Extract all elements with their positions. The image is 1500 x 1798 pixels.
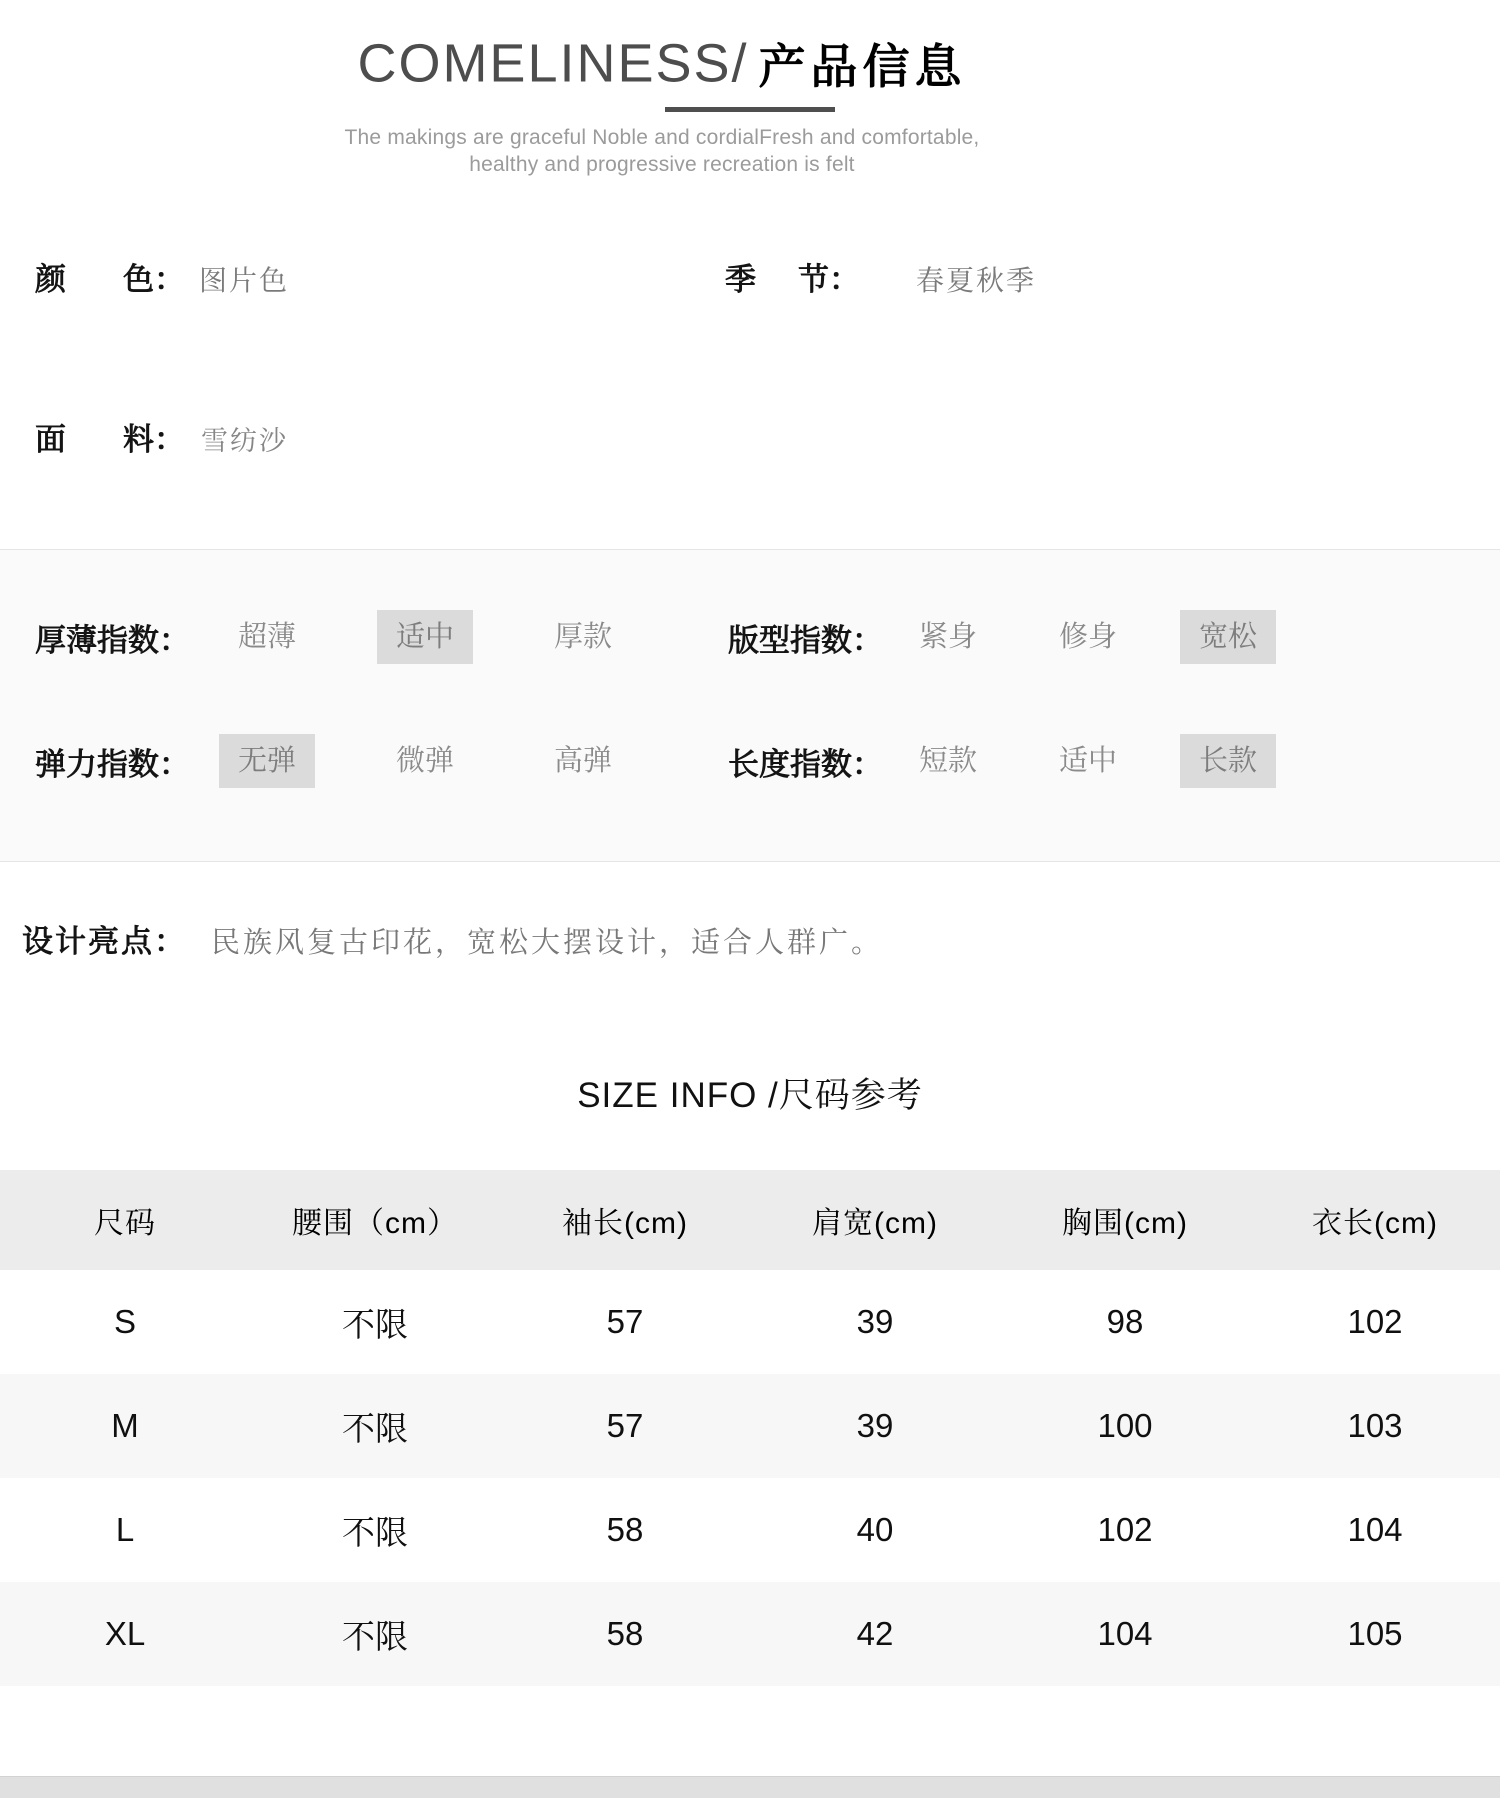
size-cell: S	[113, 1303, 136, 1340]
size-cell: XL	[104, 1615, 146, 1652]
index-row-thickness	[35, 610, 693, 664]
attr-label-fabric	[35, 414, 185, 459]
index-band	[0, 549, 1500, 862]
index-option-selected: 适中	[377, 610, 473, 664]
header	[0, 30, 1500, 178]
size-col-header: 肩宽(cm)	[812, 1207, 938, 1240]
size-row-s	[0, 1270, 1500, 1374]
attr-row-fabric	[35, 414, 288, 459]
size-cell: 58	[606, 1511, 644, 1548]
index-row-elasticity	[35, 734, 693, 788]
size-col-header: 胸围(cm)	[1062, 1207, 1188, 1240]
page-title-cn: 产品信息	[758, 40, 967, 93]
footer-bar	[0, 1776, 1500, 1798]
design-highlight-label: 设计亮点：	[22, 924, 187, 959]
attr-value-season: 春夏秋季	[916, 266, 1037, 297]
size-info-title: SIZE INFO /尺码参考	[577, 1076, 923, 1115]
index-option: 超薄	[237, 621, 296, 653]
index-label: 版型指数：	[728, 622, 883, 658]
size-cell: 105	[1347, 1615, 1403, 1652]
attr-row-color	[35, 254, 289, 299]
size-cell: 102	[1347, 1303, 1403, 1340]
size-cell: 100	[1097, 1407, 1153, 1444]
size-table-header	[0, 1170, 1500, 1270]
size-cell: 58	[606, 1615, 644, 1652]
attr-value-fabric: 雪纺沙	[201, 426, 288, 456]
size-cell: L	[115, 1511, 135, 1548]
index-option-selected: 无弹	[219, 734, 315, 788]
size-col-header: 衣长(cm)	[1312, 1207, 1438, 1240]
size-cell: 不限	[342, 1617, 408, 1655]
index-option: 适中	[1058, 745, 1117, 777]
size-table	[0, 1170, 1500, 1686]
attr-label-char: 料：	[123, 422, 185, 457]
attr-label-char: 色：	[123, 262, 185, 297]
index-label: 弹力指数：	[35, 746, 190, 782]
design-highlight-row	[22, 916, 883, 961]
header-subtitle	[0, 124, 1324, 178]
attr-value-color: 图片色	[199, 266, 290, 297]
size-cell: 104	[1097, 1615, 1153, 1652]
index-row-length	[728, 734, 1320, 788]
size-col-header: 袖长(cm)	[562, 1207, 688, 1240]
size-col-header: 尺码	[94, 1207, 156, 1240]
index-option-selected: 长款	[1180, 734, 1276, 788]
attr-label-char: 面	[35, 422, 66, 457]
index-label: 厚薄指数：	[35, 622, 190, 658]
index-option: 微弹	[395, 745, 454, 777]
size-cell: 不限	[342, 1305, 408, 1343]
attr-label-char: 季	[725, 262, 756, 297]
size-cell: 42	[856, 1615, 894, 1652]
size-cell: 57	[606, 1407, 644, 1444]
brand-name: COMELINESS/	[357, 33, 749, 94]
index-row-fit	[728, 610, 1320, 664]
attr-label-color	[35, 254, 185, 299]
index-option: 高弹	[553, 745, 612, 777]
size-row-m	[0, 1374, 1500, 1478]
size-cell: 40	[856, 1511, 894, 1548]
size-cell: 不限	[342, 1409, 408, 1447]
size-cell: 103	[1347, 1407, 1403, 1444]
size-row-l	[0, 1478, 1500, 1582]
index-label: 长度指数：	[728, 746, 883, 782]
index-option-selected: 宽松	[1180, 610, 1276, 664]
attr-row-season	[725, 254, 1036, 299]
size-cell: 不限	[342, 1513, 408, 1551]
size-cell: 104	[1347, 1511, 1403, 1548]
title-underline	[665, 107, 835, 112]
attr-label-char: 颜	[35, 262, 66, 297]
attr-label-season	[725, 254, 860, 299]
subtitle-line-2: healthy and progressive recreation is felt	[469, 153, 855, 176]
size-cell: 57	[606, 1303, 644, 1340]
attr-label-char: 节：	[798, 262, 860, 297]
index-option: 厚款	[553, 621, 612, 653]
size-col-header: 腰围（cm）	[292, 1207, 458, 1240]
page-title	[0, 30, 1324, 97]
size-row-xl	[0, 1582, 1500, 1686]
size-cell: 39	[856, 1407, 894, 1444]
index-option: 短款	[918, 745, 977, 777]
index-option: 紧身	[918, 621, 977, 653]
size-cell: 39	[856, 1303, 894, 1340]
size-cell: M	[111, 1407, 139, 1444]
subtitle-line-1: The makings are graceful Noble and cordialFresh and comfortable,	[344, 126, 980, 149]
design-highlight-text: 民族风复古印花，宽松大摆设计，适合人群广。	[211, 927, 884, 959]
size-cell: 102	[1097, 1511, 1153, 1548]
size-cell: 98	[1106, 1303, 1144, 1340]
index-option: 修身	[1058, 621, 1117, 653]
